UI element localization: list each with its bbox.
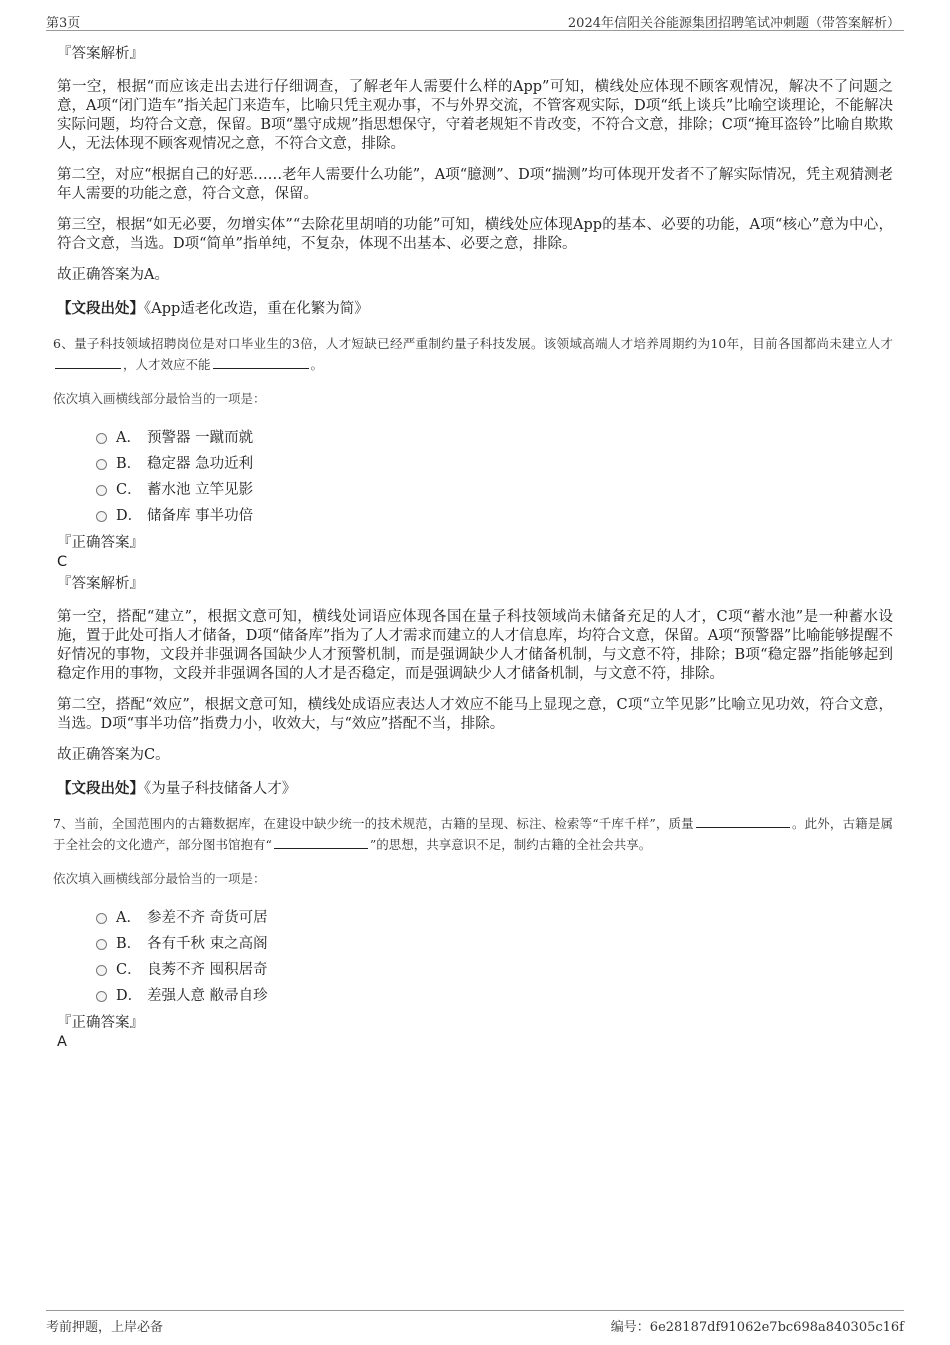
radio-icon[interactable] [96,965,107,976]
q6-correct-label: 『正确答案』 [57,535,144,551]
fill-blank [213,355,309,369]
option-text: 稳定器 急功近利 [147,455,254,472]
source-title: 《为量子科技储备人才》 [144,781,297,797]
option-letter: B． [116,455,142,472]
radio-icon[interactable] [96,433,107,444]
q7-options [96,903,893,1007]
option-text: 储备库 事半功倍 [147,507,254,524]
radio-icon[interactable] [96,459,107,470]
option-text: 良莠不齐 囤积居奇 [147,961,268,978]
fill-blank [55,355,121,369]
q6-analysis-paragraph: 第一空，搭配“建立”，根据文意可知，横线处词语应体现各国在量子科技领域尚未储备充足的人才，C项“蓄水池”是一种蓄水设施，置于此处可指人才储备，D项“储备库”指为了人才需求而建立的人才信息库，均符合文意，保留。A项“预警器”比喻能够提醒不好情况的事物，文段并非强调各国缺少人才预警机制，而是强调缺少人才储备机制，与文意不符，排除；B项“稳定器”指能够起到稳定作用的事物，文段并非强调各国的人才是否稳定，而是强调缺少人才储备机制，与文意不符，排除。 [57,609,893,682]
q6-source [57,779,893,799]
footer-slogan: 考前押题，上岸必备 [46,1320,164,1335]
q6-analysis-paragraph: 第二空，搭配“效应”，根据文意可知，横线处成语应表达人才效应不能马上显现之意，C项“立竿见影”比喻立见功效，符合文意，当选。D项“事半功倍”指费力小，收效大，与“效应”搭配不当，排除。 [57,697,893,732]
option-letter: D． [116,987,143,1004]
q6-options [96,423,893,527]
radio-icon[interactable] [96,511,107,522]
q5-analysis-paragraph: 第一空，根据“而应该走出去进行仔细调查，了解老年人需要什么样的App”可知，横线处应体现不顾客观情况，解决不了问题之意，A项“闭门造车”指关起门来造车，比喻只凭主观办事，不与外界交流，不管客观实际，D项“纸上谈兵”比喻空谈理论，不能解决实际问题，均符合文意，保留。B项“墨守成规”指思想保守，守着老规矩不肯改变，不符合文意，排除；C项“掩耳盗铃”比喻自欺欺人，无法体现不顾客观情况之意，不符合文意，排除。 [57,79,893,152]
q7-stem [53,813,893,855]
option-text: 各有千秋 束之高阁 [147,935,268,952]
q5-analysis-label: 『答案解析』 [57,46,144,62]
option-letter: C． [116,481,142,498]
option-letter: A． [116,909,141,926]
source-label: 【文段出处】 [57,300,144,317]
source-label: 【文段出处】 [57,780,144,797]
q7-correct-label: 『正确答案』 [57,1015,144,1031]
q6-instruction: 依次填入画横线部分最恰当的一项是： [53,391,266,406]
q7-option-a[interactable] [96,903,893,929]
page-number: 第3页 [46,16,81,31]
q5-analysis-paragraph: 第三空，根据“如无必要，勿增实体”“去除花里胡哨的功能”可知，横线处应体现App的基本、必要的功能，A项“核心”意为中心，符合文意，当选。D项“简单”指单纯，不复杂，体现不出基本、必要之意，排除。 [57,217,893,252]
q7-option-c[interactable] [96,955,893,981]
q7-stem-part: 7、当前，全国范围内的古籍数据库，在建设中缺少统一的技术规范，古籍的呈现、标注、检索等“千库千样”，质量 [53,816,694,831]
option-text: 参差不齐 奇货可居 [147,909,268,926]
q7-stem-part: 。此外，古籍是属于全社会的文化遗产，部分图书馆抱有“ [53,816,893,852]
q6-stem [53,333,893,375]
fill-blank [696,814,790,828]
q7-stem-part: ”的思想，共享意识不足，制约古籍的全社会共享。 [369,837,652,852]
option-text: 差强人意 敝帚自珍 [147,987,268,1004]
q7-correct-value: A [57,1034,67,1050]
document-id: 编号：6e28187df91062e7bc698a840305c16f [610,1320,904,1335]
fill-blank [274,835,368,849]
q6-analysis-label: 『答案解析』 [57,576,144,592]
radio-icon[interactable] [96,939,107,950]
q5-source [57,299,893,319]
option-letter: D． [116,507,143,524]
q6-conclusion: 故正确答案为C。 [57,747,170,763]
option-text: 预警器 一蹴而就 [147,429,254,446]
q6-stem-part: 6、量子科技领域招聘岗位是对口毕业生的3倍，人才短缺已经严重制约量子科技发展。该领域高端人才培养周期约为10年，目前各国都尚未建立人才 [53,336,893,351]
document-title: 2024年信阳关谷能源集团招聘笔试冲刺题（带答案解析） [567,16,900,31]
q7-instruction: 依次填入画横线部分最恰当的一项是： [53,871,266,886]
option-text: 蓄水池 立竿见影 [147,481,254,498]
radio-icon[interactable] [96,991,107,1002]
q6-option-a[interactable] [96,423,893,449]
radio-icon[interactable] [96,913,107,924]
source-title: 《App适老化改造，重在化繁为简》 [144,301,369,317]
q6-stem-part: 。 [310,357,324,372]
q7-option-d[interactable] [96,981,893,1007]
option-letter: A． [116,429,141,446]
q6-stem-part: ，人才效应不能 [123,357,211,372]
q6-option-b[interactable] [96,449,893,475]
page-footer [46,1310,904,1335]
q7-option-b[interactable] [96,929,893,955]
main-content [53,44,893,1051]
q6-correct-value: C [57,554,68,570]
q6-option-c[interactable] [96,475,893,501]
option-letter: B． [116,935,142,952]
q5-analysis-paragraph: 第二空，对应“根据自己的好恶……老年人需要什么功能”，A项“臆测”、D项“揣测”均可体现开发者不了解实际情况，凭主观猜测老年人需要的功能之意，符合文意，保留。 [57,167,893,202]
radio-icon[interactable] [96,485,107,496]
q6-option-d[interactable] [96,501,893,527]
q5-conclusion: 故正确答案为A。 [57,267,169,283]
page-header [46,10,904,31]
option-letter: C． [116,961,142,978]
